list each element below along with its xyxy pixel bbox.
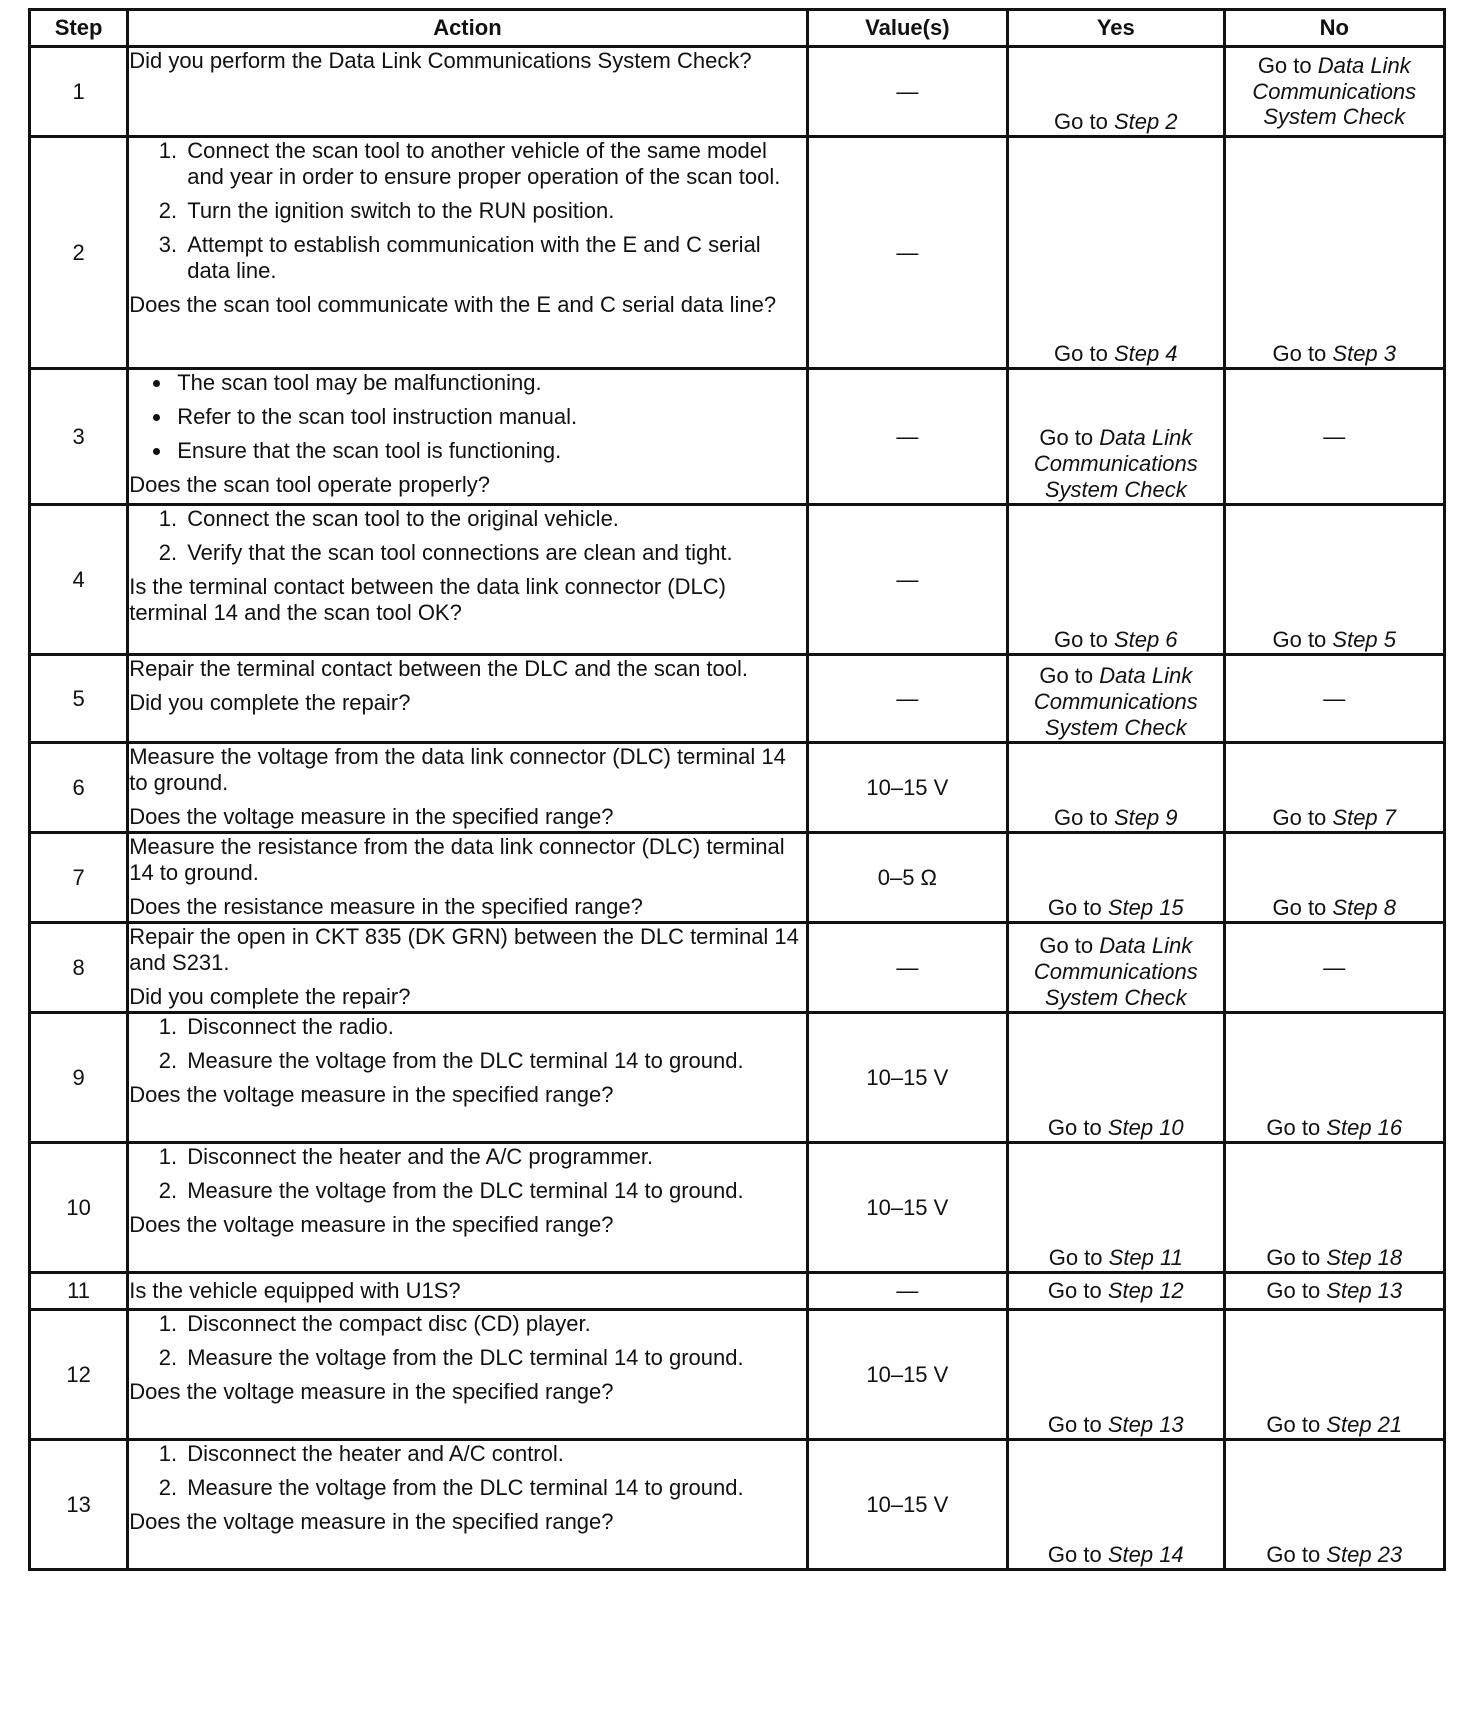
header-step: Step [30,10,128,47]
goto-target-link[interactable]: Data Link Communications System Check [1033,663,1198,741]
value-cell: 10–15 V [807,1013,1007,1143]
no-cell [1224,137,1444,369]
action-question: Does the voltage measure in the specified range? [129,1211,614,1237]
goto-target-link[interactable]: Step 5 [1332,627,1397,653]
action-question: Is the terminal contact between the data link connector (DLC) terminal 14 and the scan tool OK? [129,573,726,625]
no-cell: — [1224,923,1444,1013]
action-question: Does the voltage measure in the specified range? [129,1508,614,1534]
goto-prefix: Go to [1266,1542,1327,1568]
numbered-action-list [129,1441,805,1501]
goto-prefix: Go to [1039,663,1100,689]
value-cell: 0–5 Ω [807,833,1007,923]
goto-prefix: Go to [1272,341,1333,367]
action-text: Repair the open in CKT 835 (DK GRN) between the DLC terminal 14 and S231. [129,924,799,975]
diagnostic-table-page [28,8,1446,1571]
table-body [30,47,1445,1570]
list-item: • Refer to the scan tool instruction manual. [173,404,805,430]
value-cell: — [807,505,1007,655]
goto-prefix: Go to [1047,895,1108,921]
table-row [30,1273,1445,1310]
goto-prefix: Go to [1272,627,1333,653]
value-cell: — [807,137,1007,369]
step-number: 13 [30,1440,128,1570]
step-number: 8 [30,923,128,1013]
action-cell [128,369,807,505]
action-question: Does the scan tool communicate with the E and C serial data line? [129,291,777,317]
goto-prefix: Go to [1266,1278,1327,1304]
value-cell: 10–15 V [807,1310,1007,1440]
goto-target-link[interactable]: Step 15 [1107,895,1184,921]
value-cell: — [807,1273,1007,1310]
table-row [30,1013,1445,1143]
list-item: 1. Connect the scan tool to the original vehicle. [183,506,805,532]
action-cell [128,1440,807,1570]
numbered-action-list [129,1014,805,1074]
numbered-action-list [129,1311,805,1371]
list-item: 1. Disconnect the radio. [183,1014,805,1040]
table-row [30,923,1445,1013]
goto-target-link[interactable]: Step 9 [1113,805,1178,831]
no-cell [1224,1310,1444,1440]
table-row [30,137,1445,369]
action-question: Does the scan tool operate properly? [129,471,490,497]
list-item: • The scan tool may be malfunctioning. [173,370,805,396]
yes-cell [1008,833,1224,923]
table-row [30,47,1445,137]
action-text: Measure the voltage from the data link connector (DLC) terminal 14 to ground. [129,744,786,795]
goto-prefix: Go to [1054,805,1114,831]
value-cell: — [807,923,1007,1013]
no-cell [1224,833,1444,923]
action-question: Did you complete the repair? [129,983,411,1009]
yes-cell [1008,743,1224,833]
numbered-action-list [129,1144,805,1204]
no-cell [1224,47,1444,137]
list-item: 2. Turn the ignition switch to the RUN position. [183,198,805,224]
action-cell [128,47,807,137]
goto-prefix: Go to [1272,805,1333,831]
list-item: 1. Disconnect the heater and the A/C programmer. [183,1144,805,1170]
action-text: Repair the terminal contact between the DLC and the scan tool. [129,656,749,681]
action-question: Does the voltage measure in the specified range? [129,803,614,829]
step-number: 2 [30,137,128,369]
list-item: 1. Disconnect the heater and A/C control. [183,1441,805,1467]
goto-target-link[interactable]: Step 12 [1107,1278,1184,1304]
no-cell: — [1224,369,1444,505]
action-cell [128,1310,807,1440]
no-cell [1224,1013,1444,1143]
header-no: No [1224,10,1444,47]
list-item: • Ensure that the scan tool is functioning. [173,438,805,464]
list-item: 3. Attempt to establish communication with the E and C serial data line. [183,232,805,284]
table-row [30,1440,1445,1570]
list-item: 1. Disconnect the compact disc (CD) player. [183,1311,805,1337]
goto-prefix: Go to [1266,1245,1327,1271]
step-number: 12 [30,1310,128,1440]
goto-target-link[interactable]: Step 11 [1108,1245,1183,1271]
goto-prefix: Go to [1047,1412,1108,1438]
no-cell [1224,1143,1444,1273]
step-number: 7 [30,833,128,923]
bulleted-action-list [129,370,805,464]
diagnostic-table [28,8,1446,1571]
yes-cell [1008,47,1224,137]
yes-cell [1008,1310,1224,1440]
action-cell [128,833,807,923]
no-cell [1224,1273,1444,1310]
table-row [30,505,1445,655]
value-cell: — [807,47,1007,137]
goto-target-link[interactable]: Data Link Communications System Check [1252,52,1417,130]
yes-cell [1008,505,1224,655]
yes-cell [1008,1143,1224,1273]
list-item: 2. Measure the voltage from the DLC terminal 14 to ground. [183,1475,805,1501]
step-number: 4 [30,505,128,655]
action-question: Did you complete the repair? [129,689,411,715]
action-text: Is the vehicle equipped with U1S? [129,1278,461,1304]
header-yes: Yes [1008,10,1224,47]
goto-prefix: Go to [1272,895,1333,921]
goto-prefix: Go to [1054,109,1114,135]
yes-cell [1008,1013,1224,1143]
action-text: Measure the resistance from the data link connector (DLC) terminal 14 to ground. [129,834,785,885]
action-question: Does the voltage measure in the specified range? [129,1378,614,1404]
goto-prefix: Go to [1257,52,1318,78]
value-cell: — [807,369,1007,505]
goto-prefix: Go to [1048,1245,1109,1271]
goto-prefix: Go to [1039,425,1100,451]
table-row [30,1310,1445,1440]
step-number: 11 [30,1273,128,1310]
header-row [30,10,1445,47]
goto-prefix: Go to [1266,1115,1327,1141]
action-cell [128,137,807,369]
goto-prefix: Go to [1054,627,1114,653]
yes-cell [1008,923,1224,1013]
yes-cell [1008,1440,1224,1570]
goto-target-link[interactable]: Step 16 [1326,1115,1403,1141]
action-cell [128,1143,807,1273]
value-cell: — [807,655,1007,743]
header-values: Value(s) [807,10,1007,47]
table-row [30,1143,1445,1273]
list-item: 2. Verify that the scan tool connections are clean and tight. [183,540,805,566]
step-number: 6 [30,743,128,833]
header-action: Action [128,10,807,47]
goto-target-link[interactable]: Step 10 [1107,1115,1184,1141]
step-number: 10 [30,1143,128,1273]
goto-target-link[interactable]: Step 14 [1107,1542,1184,1568]
no-cell [1224,743,1444,833]
step-number: 9 [30,1013,128,1143]
yes-cell [1008,137,1224,369]
goto-target-link[interactable]: Step 6 [1113,627,1178,653]
goto-target-link[interactable]: Step 3 [1332,341,1397,367]
numbered-action-list [129,138,805,284]
goto-target-link[interactable]: Step 7 [1332,805,1397,831]
goto-target-link[interactable]: Step 13 [1326,1278,1403,1304]
action-cell [128,743,807,833]
action-text: Did you perform the Data Link Communications System Check? [129,48,752,73]
goto-target-link[interactable]: Data Link Communications System Check [1033,425,1198,503]
table-row [30,369,1445,505]
value-cell: 10–15 V [807,1440,1007,1570]
goto-target-link[interactable]: Step 21 [1326,1412,1403,1438]
action-question: Does the voltage measure in the specified range? [129,1081,614,1107]
goto-target-link[interactable]: Step 8 [1332,895,1397,921]
action-cell [128,1013,807,1143]
goto-target-link[interactable]: Step 4 [1113,341,1178,367]
goto-target-link[interactable]: Step 13 [1107,1412,1184,1438]
yes-cell [1008,1273,1224,1310]
list-item: 2. Measure the voltage from the DLC terminal 14 to ground. [183,1345,805,1371]
goto-target-link[interactable]: Step 23 [1326,1542,1403,1568]
value-cell: 10–15 V [807,1143,1007,1273]
goto-target-link[interactable]: Step 18 [1326,1245,1403,1271]
action-cell [128,505,807,655]
goto-prefix: Go to [1054,341,1114,367]
list-item: 2. Measure the voltage from the DLC terminal 14 to ground. [183,1178,805,1204]
table-row [30,743,1445,833]
yes-cell [1008,655,1224,743]
action-cell [128,923,807,1013]
goto-target-link[interactable]: Data Link Communications System Check [1033,933,1198,1011]
no-cell [1224,505,1444,655]
list-item: 2. Measure the voltage from the DLC terminal 14 to ground. [183,1048,805,1074]
action-cell [128,655,807,743]
goto-prefix: Go to [1047,1278,1108,1304]
goto-prefix: Go to [1039,933,1100,959]
yes-cell [1008,369,1224,505]
no-cell: — [1224,655,1444,743]
action-question: Does the resistance measure in the specified range? [129,893,643,919]
value-cell: 10–15 V [807,743,1007,833]
table-row [30,833,1445,923]
goto-prefix: Go to [1047,1542,1108,1568]
step-number: 5 [30,655,128,743]
step-number: 1 [30,47,128,137]
step-number: 3 [30,369,128,505]
action-cell [128,1273,807,1310]
goto-target-link[interactable]: Step 2 [1113,109,1178,135]
no-cell [1224,1440,1444,1570]
table-row [30,655,1445,743]
goto-prefix: Go to [1047,1115,1108,1141]
goto-prefix: Go to [1266,1412,1327,1438]
list-item: 1. Connect the scan tool to another vehicle of the same model and year in order to ensure proper operation of the scan tool. [183,138,805,190]
numbered-action-list [129,506,805,566]
